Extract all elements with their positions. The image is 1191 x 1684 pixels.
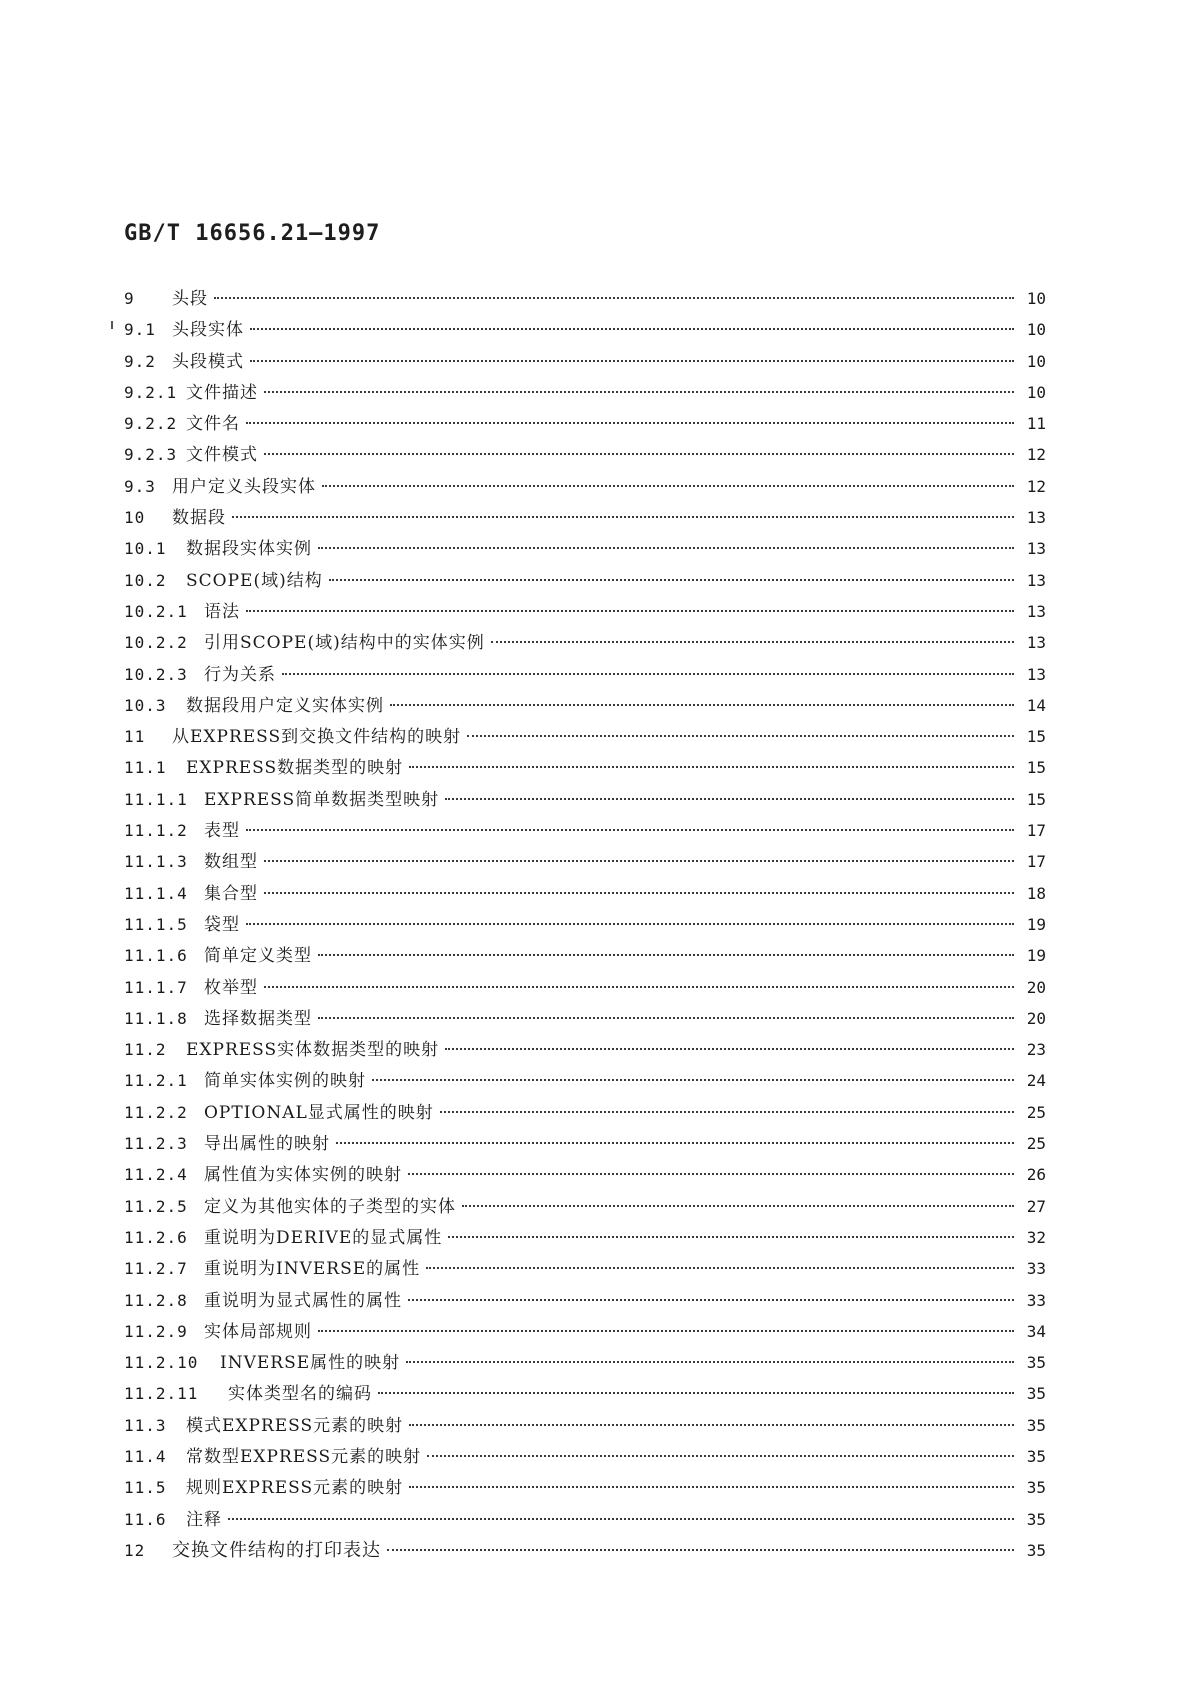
toc-leader-dots (246, 923, 1014, 925)
toc-entry-page: 25 (1026, 1134, 1046, 1154)
toc-leader-dots (232, 516, 1014, 518)
toc-entry (124, 721, 1046, 752)
toc-leader-dots (214, 297, 1014, 299)
toc-leader-dots (246, 829, 1014, 831)
toc-entry-number: 11.1.7 (124, 977, 188, 997)
toc-leader-dots (282, 673, 1014, 675)
toc-entry (124, 690, 1046, 721)
toc-entry-number: 11.2.11 (124, 1384, 199, 1404)
toc-entry-page: 26 (1026, 1165, 1046, 1185)
toc-entry-number: 11.2.10 (124, 1353, 199, 1373)
toc-entry-number: 11.2.6 (124, 1227, 188, 1247)
toc-entry-number: 9.2 (124, 351, 156, 371)
toc-entry-title: 导出属性的映射 (204, 1134, 330, 1155)
toc-leader-dots (264, 391, 1014, 393)
toc-entry-number: 11.2.1 (124, 1071, 188, 1091)
toc-leader-dots (427, 1455, 1014, 1457)
toc-entry (124, 1472, 1046, 1503)
toc-entry-title: 文件模式 (186, 445, 258, 466)
toc-entry (124, 377, 1046, 408)
toc-entry-title: 语法 (204, 601, 240, 622)
scan-speck (111, 321, 113, 329)
toc-entry (124, 1191, 1046, 1222)
toc-leader-dots (246, 422, 1014, 424)
toc-entry-number: 11.1.8 (124, 1008, 188, 1028)
toc-entry (124, 283, 1046, 314)
toc-leader-dots (264, 453, 1014, 455)
toc-entry (124, 752, 1046, 783)
toc-entry-number: 10.1 (124, 539, 167, 559)
toc-leader-dots (228, 1518, 1014, 1520)
toc-entry-title: 袋型 (204, 914, 240, 935)
toc-entry (124, 1347, 1046, 1378)
toc-entry (124, 1253, 1046, 1284)
toc-entry-page: 10 (1026, 382, 1046, 402)
toc-entry-page: 15 (1026, 789, 1046, 809)
toc-entry-page: 20 (1026, 977, 1046, 997)
toc-entry-page: 35 (1026, 1509, 1046, 1529)
toc-leader-dots (440, 1111, 1014, 1113)
toc-entry-number: 11.1.1 (124, 789, 188, 809)
toc-entry-number: 9.1 (124, 320, 156, 340)
toc-entry-number: 9 (124, 289, 135, 308)
toc-entry (124, 1222, 1046, 1253)
toc-entry-title: 头段 (172, 289, 208, 309)
toc-entry-page: 10 (1026, 289, 1046, 308)
toc-entry-page: 27 (1026, 1196, 1046, 1216)
toc-entry (124, 1410, 1046, 1441)
toc-entry-title: 集合型 (204, 883, 258, 904)
toc-entry-title: 模式EXPRESS元素的映射 (186, 1415, 404, 1436)
toc-entry (124, 502, 1046, 533)
toc-entry-page: 25 (1026, 1102, 1046, 1122)
toc-entry-page: 32 (1026, 1227, 1046, 1247)
toc-leader-dots (318, 1330, 1014, 1332)
toc-entry-number: 11.2.2 (124, 1102, 188, 1122)
toc-entry (124, 533, 1046, 564)
toc-entry-title: 交换文件结构的打印表达 (172, 1539, 381, 1561)
toc-entry-page: 20 (1026, 1008, 1046, 1028)
toc-entry (124, 627, 1046, 658)
toc-entry (124, 596, 1046, 627)
toc-entry-page: 15 (1026, 758, 1046, 778)
toc-entry-page: 35 (1026, 1446, 1046, 1466)
toc-entry-title: 定义为其他实体的子类型的实体 (204, 1196, 456, 1217)
toc-leader-dots (336, 1142, 1014, 1144)
toc-entry (124, 1034, 1046, 1065)
toc-entry-page: 35 (1026, 1540, 1046, 1560)
toc-entry (124, 940, 1046, 971)
toc-leader-dots (462, 1205, 1014, 1207)
toc-entry-number: 11.1.3 (124, 852, 188, 872)
toc-entry-page: 19 (1026, 914, 1046, 934)
toc-entry-title: 文件描述 (186, 382, 258, 403)
toc-entry-number: 10 (124, 508, 146, 528)
toc-entry-number: 10.2 (124, 570, 167, 590)
toc-entry-page: 17 (1026, 821, 1046, 841)
toc-entry (124, 1285, 1046, 1316)
toc-leader-dots (318, 954, 1014, 956)
toc-entry-title: 简单定义类型 (204, 946, 312, 967)
toc-leader-dots (445, 798, 1014, 800)
toc-entry-number: 9.2.2 (124, 414, 178, 434)
toc-entry-number: 10.2.2 (124, 633, 188, 653)
toc-leader-dots (408, 1173, 1014, 1175)
toc-entry-number: 11.6 (124, 1509, 167, 1529)
toc-entry (124, 1441, 1046, 1472)
toc-entry-title: 重说明为INVERSE的属性 (204, 1259, 421, 1280)
toc-entry-number: 11.1.6 (124, 946, 188, 966)
toc-entry-number: 12 (124, 1540, 146, 1560)
toc-entry-number: 11.5 (124, 1478, 167, 1498)
toc-entry-page: 13 (1026, 539, 1046, 559)
toc-entry (124, 1535, 1046, 1566)
toc-entry-page: 33 (1026, 1259, 1046, 1279)
toc-entry-number: 11.2.9 (124, 1321, 188, 1341)
toc-leader-dots (329, 579, 1014, 581)
toc-leader-dots (448, 1236, 1014, 1238)
toc-leader-dots (409, 766, 1014, 768)
toc-entry-page: 14 (1026, 695, 1046, 715)
toc-entry-number: 11.1.5 (124, 914, 188, 934)
toc-entry (124, 972, 1046, 1003)
toc-leader-dots (264, 860, 1014, 862)
toc-entry-page: 23 (1026, 1040, 1046, 1060)
toc-entry-page: 15 (1026, 727, 1046, 747)
toc-entry (124, 1128, 1046, 1159)
toc-entry-number: 11.2.3 (124, 1134, 188, 1154)
toc-entry-number: 11.4 (124, 1446, 167, 1466)
toc-entry (124, 1097, 1046, 1128)
toc-entry-number: 11.2 (124, 1040, 167, 1060)
toc-entry-number: 11.2.4 (124, 1165, 188, 1185)
toc-entry-number: 11.3 (124, 1415, 167, 1435)
toc-entry (124, 846, 1046, 877)
toc-leader-dots (322, 485, 1014, 487)
toc-leader-dots (409, 1424, 1014, 1426)
toc-leader-dots (445, 1048, 1014, 1050)
toc-entry (124, 1065, 1046, 1096)
toc-entry-title: 用户定义头段实体 (172, 476, 316, 497)
toc-entry-title: 数据段用户定义实体实例 (186, 695, 384, 716)
toc-entry-page: 24 (1026, 1071, 1046, 1091)
toc-entry-number: 10.2.1 (124, 601, 188, 621)
toc-entry-number: 10.3 (124, 695, 167, 715)
toc-entry-title: 重说明为DERIVE的显式属性 (204, 1227, 443, 1248)
toc-entry-number: 11.1 (124, 758, 167, 778)
toc-entry-number: 11 (124, 727, 146, 747)
toc-entry-page: 12 (1026, 445, 1046, 465)
toc-entry-number: 9.2.1 (124, 382, 178, 402)
standard-number-header: GB/T 16656.21—1997 (124, 221, 381, 246)
toc-entry-page: 11 (1026, 414, 1046, 434)
toc-leader-dots (408, 1299, 1014, 1301)
toc-leader-dots (387, 1549, 1014, 1551)
toc-entry-title: 重说明为显式属性的属性 (204, 1290, 402, 1311)
toc-entry (124, 878, 1046, 909)
toc-entry-title: 规则EXPRESS元素的映射 (186, 1478, 404, 1499)
toc-entry-number: 11.2.8 (124, 1290, 188, 1310)
toc-entry-page: 35 (1026, 1478, 1046, 1498)
toc-entry-page: 35 (1026, 1384, 1046, 1404)
toc-entry-page: 13 (1026, 570, 1046, 590)
toc-entry-title: EXPRESS实体数据类型的映射 (186, 1040, 440, 1061)
toc-leader-dots (426, 1267, 1014, 1269)
toc-entry-title: 实体局部规则 (204, 1321, 312, 1342)
toc-entry-title: 引用SCOPE(域)结构中的实体实例 (204, 633, 485, 654)
toc-leader-dots (409, 1486, 1014, 1488)
toc-entry (124, 1316, 1046, 1347)
toc-entry-page: 10 (1026, 320, 1046, 340)
toc-entry-title: 数组型 (204, 852, 258, 873)
toc-entry-title: 注释 (186, 1509, 222, 1530)
toc-entry (124, 815, 1046, 846)
toc-entry-number: 9.3 (124, 476, 156, 496)
toc-leader-dots (372, 1079, 1014, 1081)
toc-leader-dots (390, 704, 1014, 706)
toc-leader-dots (318, 1017, 1014, 1019)
toc-entry-title: SCOPE(域)结构 (186, 570, 323, 591)
toc-entry (124, 1003, 1046, 1034)
toc-entry-number: 11.2.7 (124, 1259, 188, 1279)
toc-leader-dots (250, 328, 1014, 330)
toc-entry (124, 1159, 1046, 1190)
toc-entry-page: 13 (1026, 508, 1046, 528)
toc-entry-title: 枚举型 (204, 977, 258, 998)
toc-entry (124, 659, 1046, 690)
toc-entry-page: 13 (1026, 601, 1046, 621)
toc-leader-dots (491, 641, 1014, 643)
toc-entry-title: 表型 (204, 821, 240, 842)
toc-entry (124, 314, 1046, 345)
toc-entry (124, 439, 1046, 470)
toc-entry-title: 行为关系 (204, 664, 276, 685)
toc-entry-page: 13 (1026, 633, 1046, 653)
toc-entry-page: 12 (1026, 476, 1046, 496)
toc-leader-dots (318, 547, 1014, 549)
toc-entry-title: 文件名 (186, 414, 240, 435)
toc-entry-page: 19 (1026, 946, 1046, 966)
toc-entry-page: 17 (1026, 852, 1046, 872)
toc-entry-page: 35 (1026, 1353, 1046, 1373)
toc-entry (124, 346, 1046, 377)
toc-entry-title: 头段实体 (172, 320, 244, 341)
toc-entry-title: 简单实体实例的映射 (204, 1071, 366, 1092)
toc-leader-dots (246, 610, 1014, 612)
toc-entry-page: 33 (1026, 1290, 1046, 1310)
toc-entry-title: 实体类型名的编码 (228, 1384, 372, 1405)
toc-entry-page: 34 (1026, 1321, 1046, 1341)
toc-entry (124, 1378, 1046, 1409)
toc-entry-title: EXPRESS简单数据类型映射 (204, 789, 440, 810)
toc-entry-number: 9.2.3 (124, 445, 178, 465)
toc-entry-page: 13 (1026, 664, 1046, 684)
toc-entry-title: 选择数据类型 (204, 1008, 312, 1029)
toc-entry-page: 35 (1026, 1415, 1046, 1435)
toc-leader-dots (250, 360, 1014, 362)
toc-entry-title: INVERSE属性的映射 (220, 1353, 401, 1374)
toc-entry-title: 头段模式 (172, 351, 244, 372)
toc-entry-number: 11.1.4 (124, 883, 188, 903)
toc-entry (124, 784, 1046, 815)
table-of-contents (124, 283, 1046, 1566)
toc-entry-page: 10 (1026, 351, 1046, 371)
toc-entry-title: 数据段实体实例 (186, 539, 312, 560)
toc-entry-title: EXPRESS数据类型的映射 (186, 758, 404, 779)
toc-entry-page: 18 (1026, 883, 1046, 903)
toc-leader-dots (406, 1361, 1014, 1363)
toc-entry-title: 数据段 (172, 508, 226, 529)
toc-leader-dots (264, 986, 1014, 988)
toc-entry (124, 408, 1046, 439)
toc-entry-title: 从EXPRESS到交换文件结构的映射 (172, 727, 462, 748)
toc-entry-number: 11.1.2 (124, 821, 188, 841)
toc-entry (124, 1504, 1046, 1535)
toc-entry (124, 471, 1046, 502)
toc-entry (124, 909, 1046, 940)
toc-entry-title: 属性值为实体实例的映射 (204, 1165, 402, 1186)
toc-entry-title: OPTIONAL显式属性的映射 (204, 1102, 434, 1123)
toc-leader-dots (467, 735, 1014, 737)
toc-entry-title: 常数型EXPRESS元素的映射 (186, 1446, 422, 1467)
toc-entry (124, 565, 1046, 596)
toc-entry-number: 10.2.3 (124, 664, 188, 684)
toc-entry-number: 11.2.5 (124, 1196, 188, 1216)
toc-leader-dots (264, 892, 1014, 894)
toc-leader-dots (378, 1392, 1014, 1394)
